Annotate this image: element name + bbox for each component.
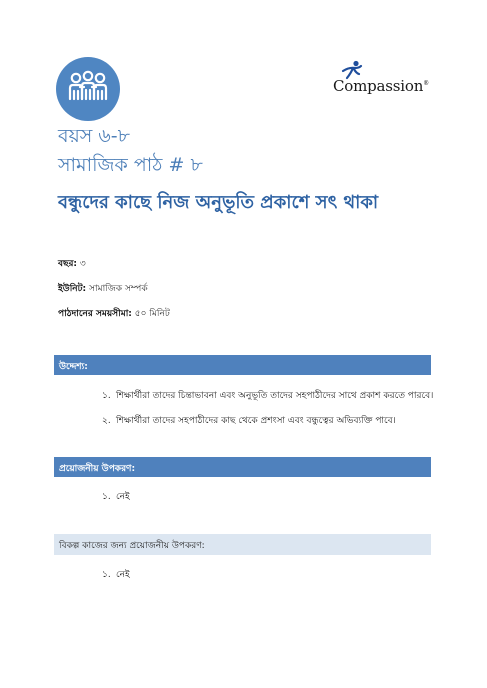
list-item: ১. শিক্ষার্থীরা তাদের চিন্তাভাবনা এবং অনুভূতি তাদের সহপাঠীদের সাথে প্রকাশ করতে পারবে।: [102, 391, 434, 401]
alt-materials-heading: বিকল্প কাজের জন্য প্রয়োজনীয় উপকরণ:: [54, 534, 431, 555]
lesson-number: সামাজিক পাঠ # ৮: [58, 154, 203, 176]
objectives-heading: উদ্দেশ্য:: [54, 355, 431, 375]
list-item: ২. শিক্ষার্থীরা তাদের সহপাঠীদের কাছ থেকে প্রশংসা এবং বন্ধুত্বের অভিব্যক্তি পাবে।: [102, 416, 396, 426]
materials-heading: প্রয়োজনীয় উপকরণ:: [54, 457, 431, 477]
list-item: ১. নেই: [102, 492, 130, 502]
lesson-title: বন্ধুদের কাছে নিজ অনুভূতি প্রকাশে সৎ থাকা: [58, 192, 379, 213]
compassion-logo: [331, 60, 441, 100]
group-of-people-icon: [56, 57, 120, 121]
logo-text: Compassion®: [333, 77, 429, 95]
meta-duration: পাঠদানের সময়সীমা: ৫০ মিনিট: [58, 309, 170, 319]
meta-year: বছর: ৩: [58, 259, 86, 269]
age-range: বয়স ৬-৮: [58, 125, 130, 147]
list-item: ১. নেই: [102, 570, 130, 580]
meta-unit: ইউনিট: সামাজিক সম্পর্ক: [58, 284, 148, 294]
